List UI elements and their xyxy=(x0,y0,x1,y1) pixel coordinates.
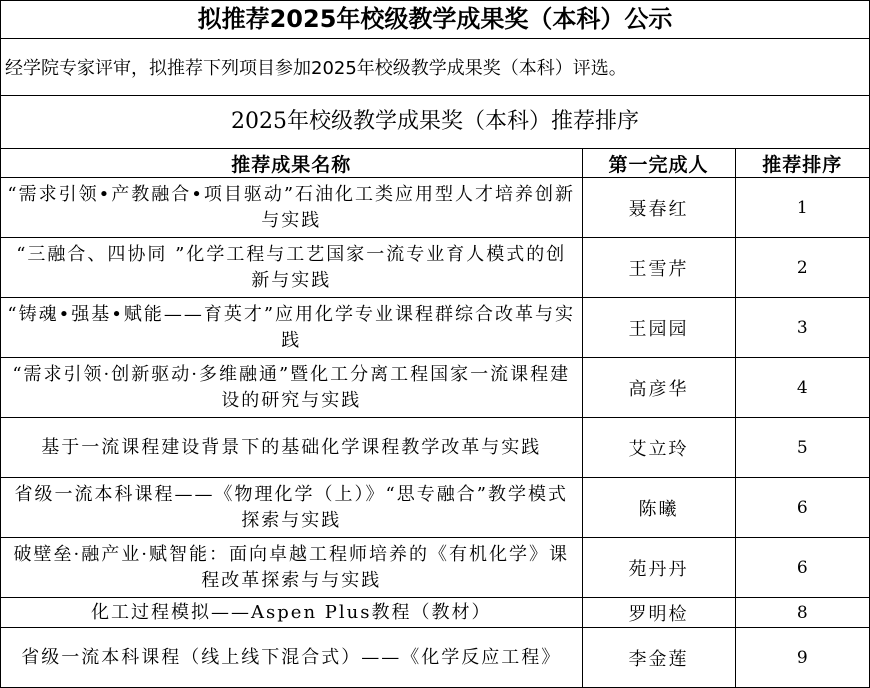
page-title: 拟推荐2025年校级教学成果奖（本科）公示 xyxy=(1,1,869,39)
achievement-name: “三融合、四协同 ”化学工程与工艺国家一流专业育人模式的创新与实践 xyxy=(1,238,582,298)
first-contributor: 聂春红 xyxy=(582,178,735,238)
first-contributor: 王园园 xyxy=(582,298,735,358)
first-contributor: 苑丹丹 xyxy=(582,538,735,598)
achievement-name: “铸魂•强基•赋能——育英才”应用化学专业课程群综合改革与实践 xyxy=(1,298,582,358)
header-recommend-rank: 推荐排序 xyxy=(735,149,869,178)
recommend-rank: 3 xyxy=(735,298,869,358)
achievement-name: 基于一流课程建设背景下的基础化学课程教学改革与实践 xyxy=(1,418,582,478)
recommend-rank: 6 xyxy=(735,478,869,538)
first-contributor: 罗明检 xyxy=(582,598,735,628)
achievement-name: 破壁垒·融产业·赋智能：面向卓越工程师培养的《有机化学》课程改革探索与与实践 xyxy=(1,538,582,598)
first-contributor: 陈曦 xyxy=(582,478,735,538)
first-contributor: 王雪芹 xyxy=(582,238,735,298)
achievement-name: 省级一流本科课程（线上线下混合式）——《化学反应工程》 xyxy=(1,628,582,688)
table-row xyxy=(1,478,869,538)
recommend-rank: 6 xyxy=(735,538,869,598)
first-contributor: 艾立玲 xyxy=(582,418,735,478)
achievement-name: “需求引领•产教融合•项目驱动”石油化工类应用型人才培养创新与实践 xyxy=(1,178,582,238)
recommend-rank: 5 xyxy=(735,418,869,478)
recommend-rank: 9 xyxy=(796,647,808,668)
header-first-contributor: 第一完成人 xyxy=(582,149,735,178)
table-row xyxy=(1,358,869,418)
recommend-rank: 8 xyxy=(735,598,869,628)
table-row xyxy=(1,538,869,598)
table-row xyxy=(1,238,869,298)
table-caption: 2025年校级教学成果奖（本科）推荐排序 xyxy=(1,96,869,149)
table-row xyxy=(1,598,869,628)
table-row xyxy=(1,298,869,358)
recommend-rank: 2 xyxy=(735,238,869,298)
table-row xyxy=(1,418,869,478)
intro-text: 经学院专家评审，拟推荐下列项目参加2025年校级教学成果奖（本科）评选。 xyxy=(1,39,869,96)
recommendation-table xyxy=(1,149,869,687)
achievement-name: “需求引领·创新驱动·多维融通”暨化工分离工程国家一流课程建设的研究与实践 xyxy=(1,358,582,418)
table-row xyxy=(1,628,869,688)
first-contributor: 李金莲 xyxy=(582,628,735,688)
header-achievement-name: 推荐成果名称 xyxy=(1,149,582,178)
recommend-rank: 1 xyxy=(735,178,869,238)
table-row xyxy=(1,178,869,238)
first-contributor: 高彦华 xyxy=(582,358,735,418)
achievement-name: 省级一流本科课程——《物理化学（上）》“思专融合”教学模式探索与实践 xyxy=(1,478,582,538)
achievement-name: 化工过程模拟——Aspen Plus教程（教材） xyxy=(1,598,582,628)
recommend-rank: 4 xyxy=(735,358,869,418)
